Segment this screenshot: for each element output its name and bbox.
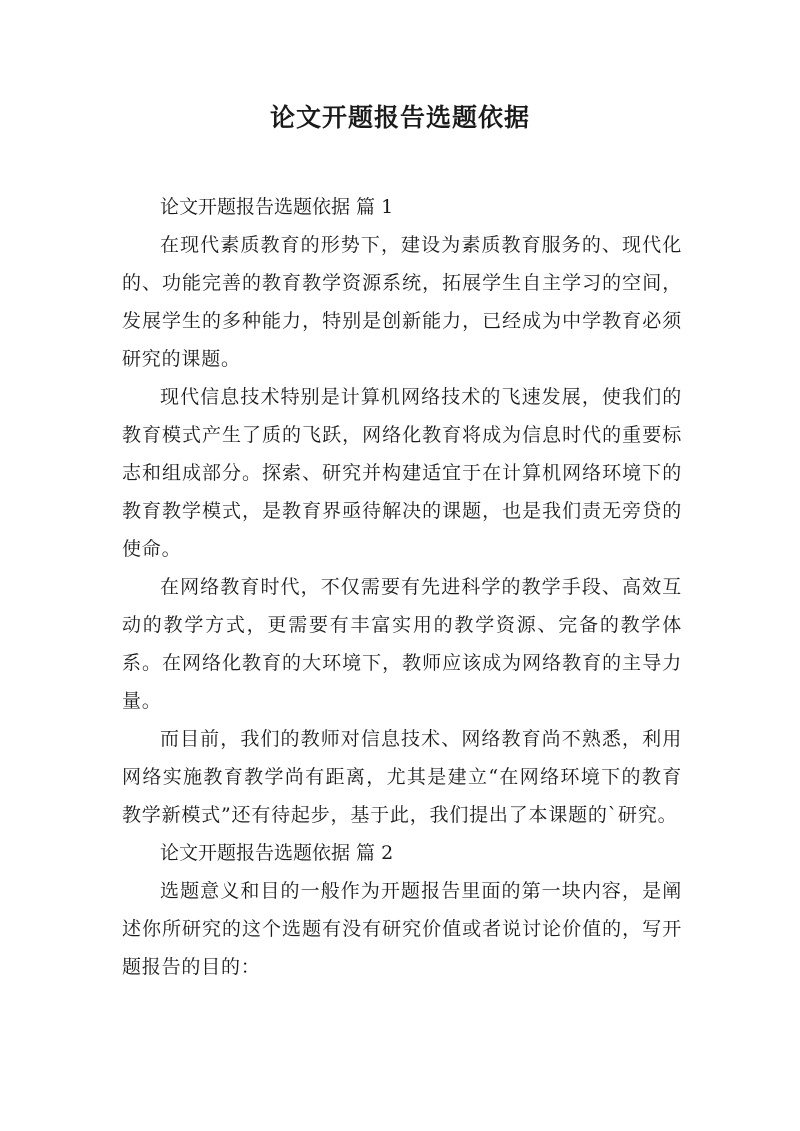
paragraph-1-3: 在网络教育时代，不仅需要有先进科学的教学手段、高效互动的教学方式，更需要有丰富实用的教学资源、完备的教学体系。在网络化教育的大环境下，教师应该成为网络教育的主导力量。 xyxy=(122,576,682,712)
document-body xyxy=(122,188,682,986)
paragraph-1-2: 现代信息技术特别是计算机网络技术的飞速发展，使我们的教育模式产生了质的飞跃，网络化教育将成为信息时代的重要标志和组成部分。探索、研究并构建适宜于在计算机网络环境下的教育教学模式，是教育界亟待解决的课题，也是我们责无旁贷的使命。 xyxy=(122,386,682,560)
paragraph-1-4: 而目前，我们的教师对信息技术、网络教育尚不熟悉，利用网络实施教育教学尚有距离，尤其是建立“在网络环境下的教育教学新模式”还有待起步，基于此，我们提出了本课题的`研究。 xyxy=(122,728,682,826)
paragraph-1-1: 在现代素质教育的形势下，建设为素质教育服务的、现代化的、功能完善的教育教学资源系统，拓展学生自主学习的空间，发展学生的多种能力，特别是创新能力，已经成为中学教育必须研究的课题。 xyxy=(122,234,682,370)
section-heading-2: 论文开题报告选题依据 篇 2 xyxy=(160,842,394,864)
section-heading-1: 论文开题报告选题依据 篇 1 xyxy=(160,196,394,218)
paragraph-2-1: 选题意义和目的一般作为开题报告里面的第一块内容，是阐述你所研究的这个选题有没有研究价值或者说讨论价值的，写开题报告的目的： xyxy=(122,880,682,978)
document-title: 论文开题报告选题依据 xyxy=(269,103,530,132)
